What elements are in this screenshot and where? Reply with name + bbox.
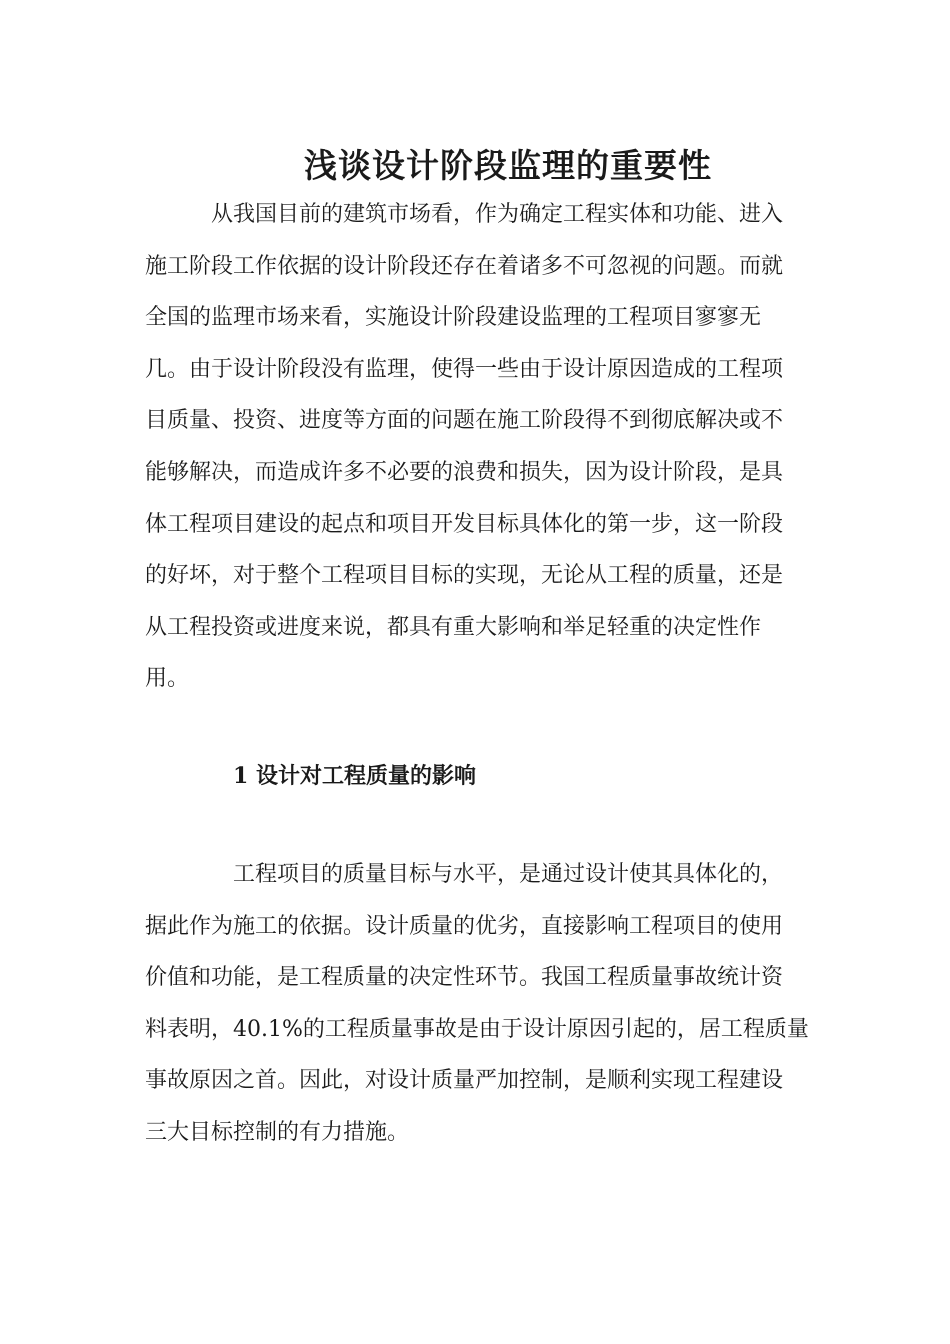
paragraph-line: 三大目标控制的有力措施。: [145, 1119, 410, 1145]
paragraph-line: 价值和功能，是工程质量的决定性环节。我国工程质量事故统计资: [145, 965, 784, 991]
paragraph-line: 能够解决，而造成许多不必要的浪费和损失，因为设计阶段，是具: [145, 459, 784, 485]
paragraph-line: 的好坏，对于整个工程项目目标的实现，无论从工程的质量，还是: [145, 563, 784, 589]
section-paragraph: [145, 849, 809, 1159]
paragraph-line: 施工阶段工作依据的设计阶段还存在着诸多不可忽视的问题。而就: [145, 253, 784, 279]
paragraph-line: 据此作为施工的依据。设计质量的优劣，直接影响工程项目的使用: [145, 913, 784, 939]
section-heading: 1 设计对工程质量的影响: [233, 763, 476, 789]
paragraph-line: 料表明，40.1%的工程质量事故是由于设计原因引起的，居工程质量: [145, 1016, 809, 1042]
paragraph-line: 从工程投资或进度来说，都具有重大影响和举足轻重的决定性作: [145, 614, 762, 640]
paragraph-line: 事故原因之首。因此，对设计质量严加控制，是顺利实现工程建设: [145, 1068, 784, 1094]
paragraph-line: 工程项目的质量目标与水平，是通过设计使其具体化的，: [233, 862, 784, 887]
paragraph-line: 体工程项目建设的起点和项目开发目标具体化的第一步，这一阶段: [145, 511, 784, 537]
paragraph-line: 几。由于设计阶段没有监理，使得一些由于设计原因造成的工程项: [145, 356, 784, 382]
document-title: 浅谈设计阶段监理的重要性: [304, 146, 712, 186]
paragraph-line: 目质量、投资、进度等方面的问题在施工阶段得不到彻底解决或不: [145, 408, 784, 434]
paragraph-line: 全国的监理市场来看，实施设计阶段建设监理的工程项目寥寥无: [145, 305, 762, 331]
paragraph-line: 从我国目前的建筑市场看，作为确定工程实体和功能、进入: [211, 202, 784, 227]
paragraph-line: 用。: [145, 666, 190, 692]
intro-paragraph: [145, 189, 805, 705]
